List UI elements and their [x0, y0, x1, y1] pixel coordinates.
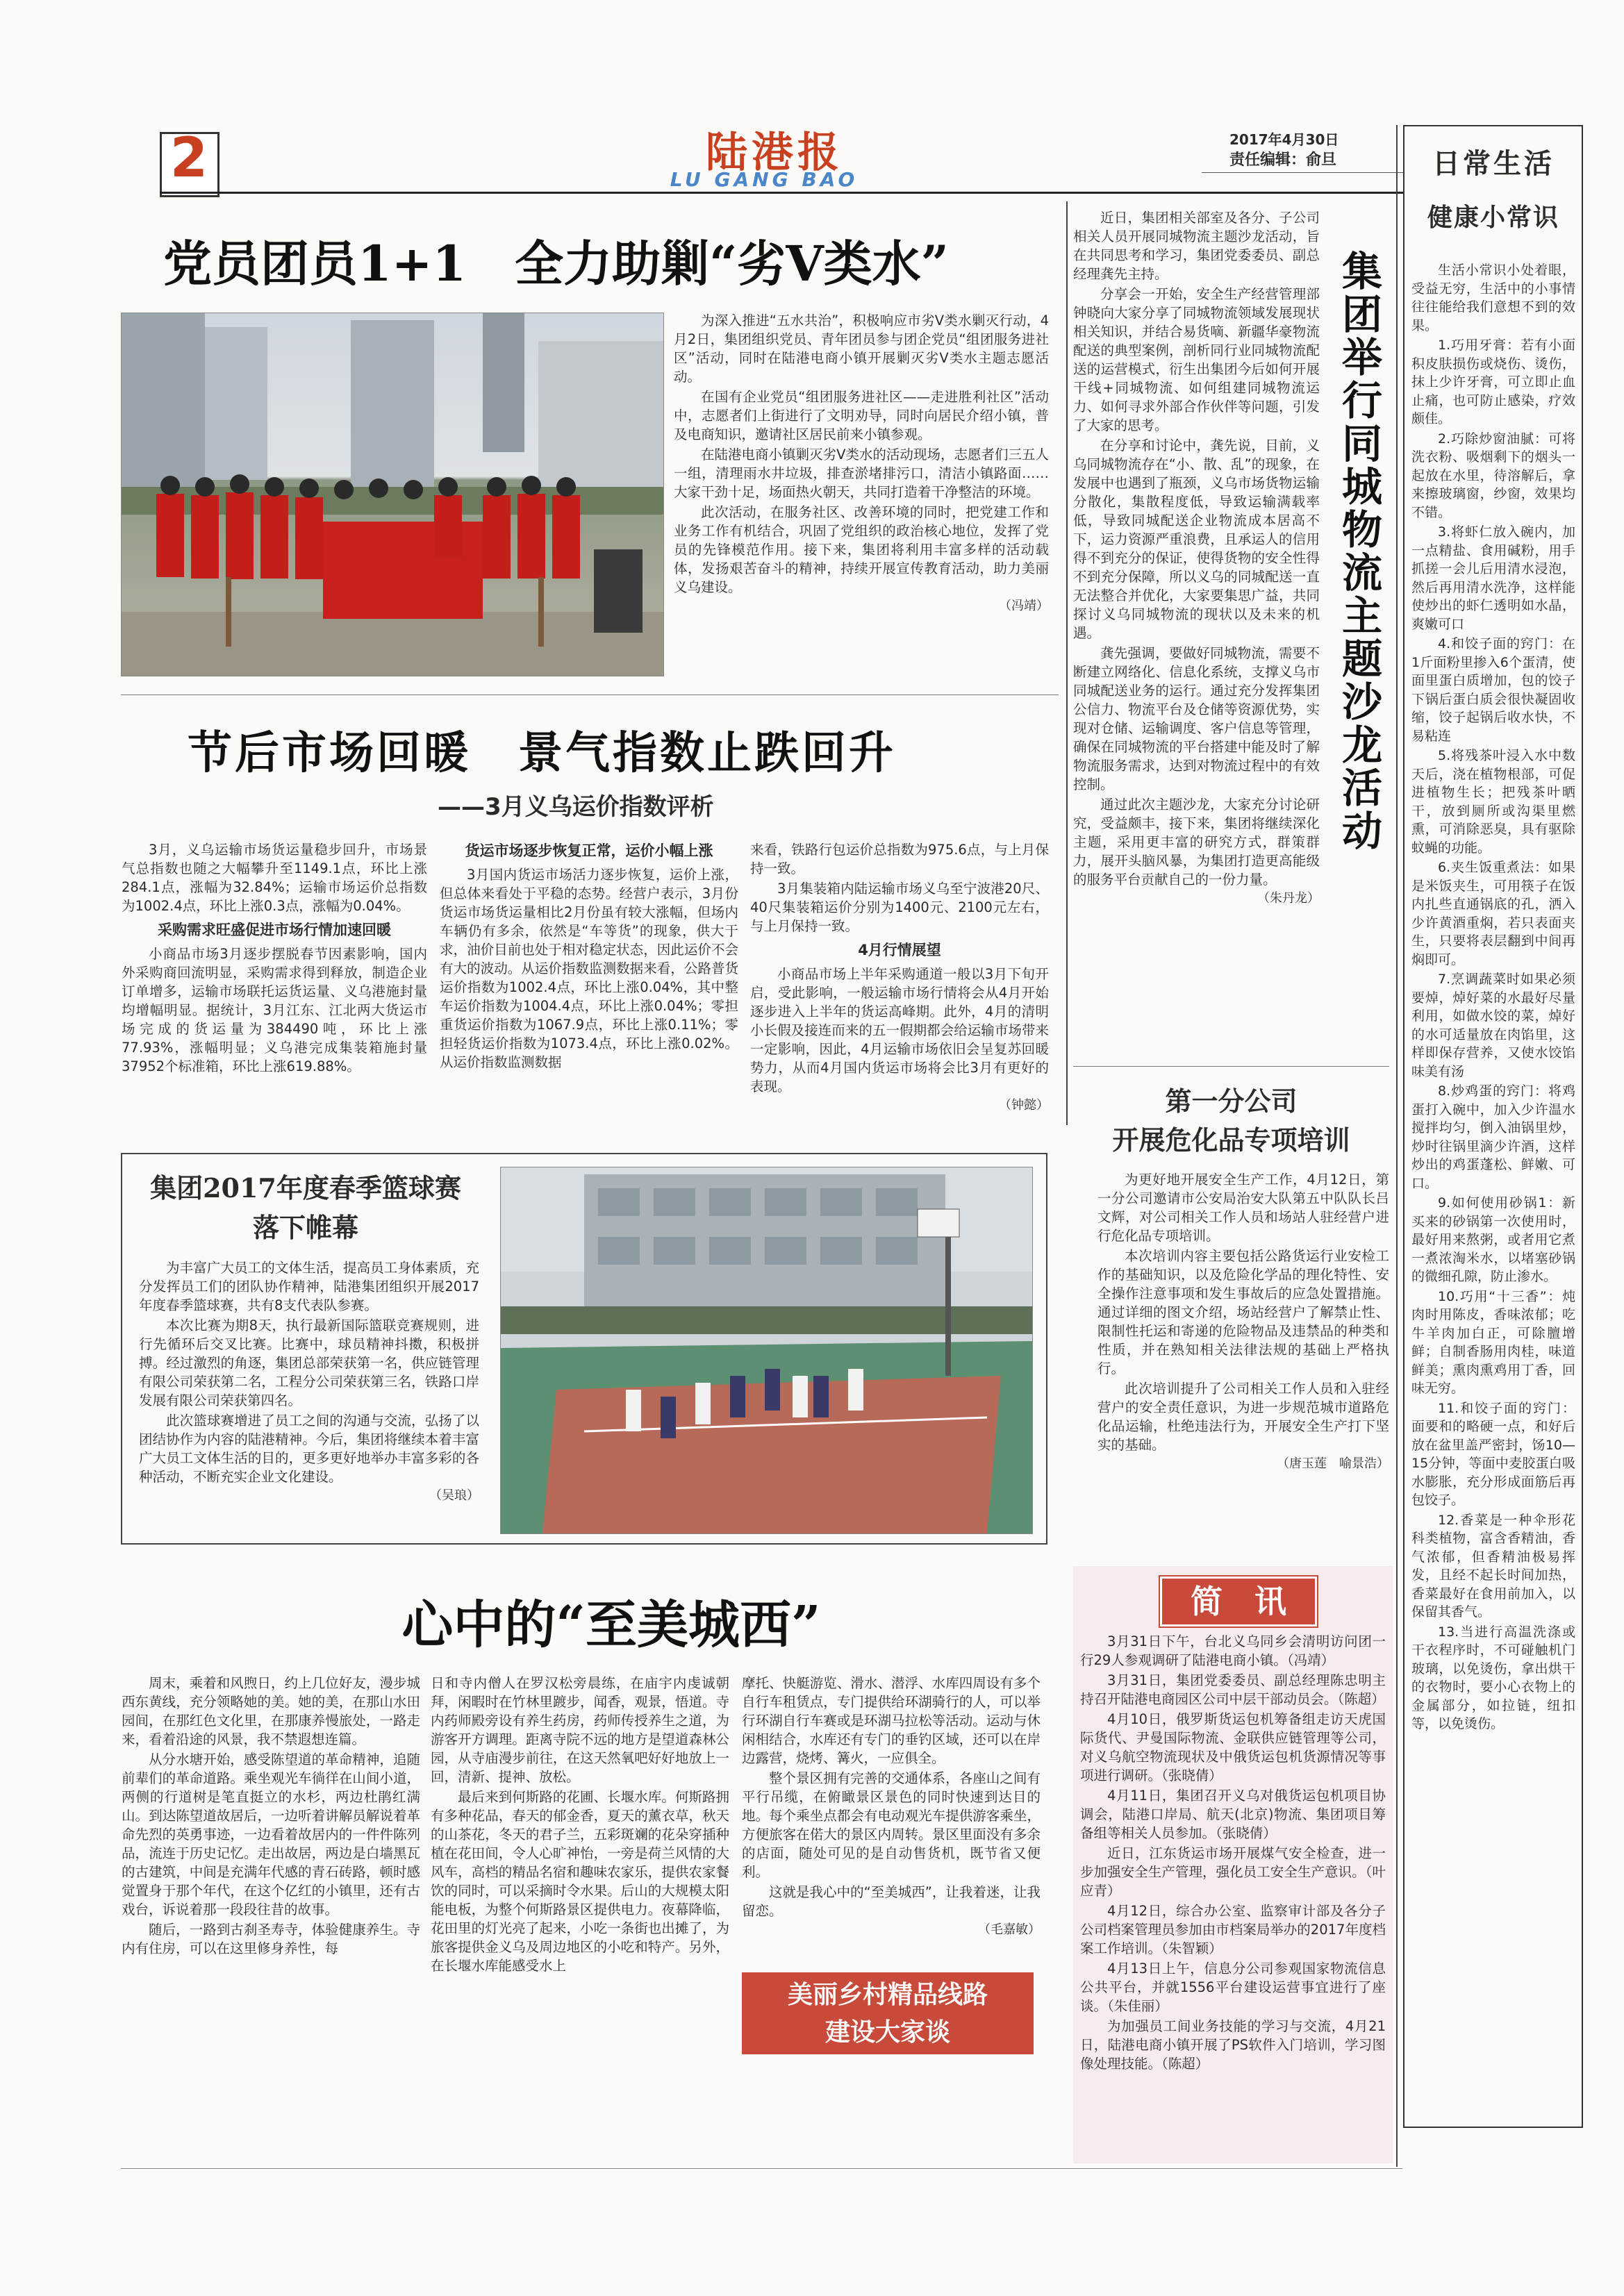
xicheng-banner — [742, 1972, 1034, 2054]
news-item: 4月12日，综合办公室、监察审计部及各分子公司档案管理员参加由市档案局举办的2017年度档案工作培训。（朱智颖） — [1080, 1903, 1386, 1956]
index-col-1 — [122, 840, 427, 1132]
index-paragraph: 小商品市场3月逐步摆脱春节因素影响，国内外采购商回流明显，采购需求得到释放，制造企业订单增多，运输市场联托运货运量、义乌港施封量均增幅明显。据统计，3月江东、江北两大货运市场完成的货运量为384490吨，环比上涨77.93%，涨幅明显；义乌港完成集装箱施封量37952个标准箱，环比上涨619.88%。 — [122, 946, 427, 1074]
tip-item: 12.香菜是一种伞形花科类植物，富含香精油，香气浓郁，但香精油极易挥发，且经不起长时间加热，香菜最好在食用前加入，以保留其香气。 — [1411, 1512, 1575, 1620]
tips-intro: 生活小常识小处着眼，受益无穷，生活中的小事情往往能给我们意想不到的效果。 — [1411, 263, 1575, 333]
news-item: 4月11日，集团召开义乌对俄货运包机项目协调会，陆港口岸局、航天(北京)物流、集团项目筹备组等相关人员参加。（张晓倩） — [1080, 1788, 1386, 1841]
index-paragraph: 3月集装箱内陆运输市场义乌至宁波港20尺、40尺集装箱运价分别为1400元、2100元左右，与上月保持一致。 — [750, 881, 1049, 934]
news-item: 近日，江东货运市场开展煤气安全检查，进一步加强安全生产管理，强化员工安全生产意识。（叶应青） — [1080, 1845, 1386, 1899]
xicheng-paragraph: 这就是我心中的“至美城西”，让我着迷，让我留恋。 — [742, 1884, 1041, 1919]
xicheng-paragraph: 摩托、快艇游览、滑水、潜浮、水库四周设有多个自行车租赁点，专门提供给环湖骑行的人，可以举行环湖自行车赛或是环湖马拉松等活动。运动与休闲相结合，水库还有专门的垂钓区域，还可以在岸边露营，烧烤、篝火，一应俱全。 — [742, 1675, 1041, 1766]
index-paragraph: 3月国内货运市场活力逐步恢复，运价上涨，但总体来看处于平稳的态势。经营户表示，3月份货运市场货运量相比2月份虽有较大涨幅，但场内车辆仍有多余，依然是“车等货”的现象，供大于求，油价目前也处于相对稳定状态，因此运价不会有大的波动。从运价指数监测数据来看，公路普货运价指数为1002.4点，环比上涨0.04%，其中整车运价指数为1004.4点，环比上涨0.04%；零担重货运价指数为1067.9点，环比上涨0.11%；零担轻货运价指数为1073.4点，环比上涨0.02%。从运价指数监测数据 — [440, 867, 738, 1070]
party-paragraph: 在国有企业党员“组团服务进社区——走进胜利社区”活动中，志愿者们上街进行了文明劝导，同时向居民介绍小镇，普及电商知识，邀请社区居民前来小镇参观。 — [674, 389, 1049, 442]
xicheng-paragraph: 日和寺内僧人在罗汉松旁晨练，在庙宇内虔诚朝拜，闲暇时在竹林里踱步，闻香，观景，悟道。寺内药师殿旁设有养生药房，药师传授养生之道，为游客开方调理。距离寺院不远的地方是望道森林公园，从寺庙漫步前往，在这天然氧吧好好地放上一回，清新、提神、放松。 — [431, 1675, 729, 1785]
salon-paragraph: 龚先强调，要做好同城物流，需要不断建立网络化、信息化系统，支撑义乌市同城配送业务的运行。通过充分发挥集团公信力、物流平台及仓储等资源优势，实现对仓储、运输调度、客户信息等管理，确保在同城物流的平台搭建中能及时了解物流服务需求，达到对物流过程中的有效控制。 — [1073, 645, 1320, 792]
masthead-pinyin: LU GANG BAO — [670, 168, 859, 191]
basketball-byline: （吴琅） — [429, 1488, 479, 1503]
tip-item: 8.炒鸡蛋的窍门：将鸡蛋打入碗中，加入少许温水搅拌均匀，倒入油锅里炒，炒时往锅里滴少许酒，这样炒出的鸡蛋蓬松、鲜嫩、可口。 — [1411, 1083, 1575, 1191]
index-col-2 — [440, 840, 738, 1132]
basketball-photo — [500, 1167, 1033, 1534]
index-subhead: 采购需求旺盛促进市场行情加速回暖 — [158, 922, 391, 938]
training-headline-2: 开展危化品专项培训 — [1112, 1124, 1350, 1156]
training-body — [1097, 1170, 1389, 1559]
xicheng-paragraph: 随后，一路到古刹圣寿寺，体验健康养生。寺内有住房，可以在这里修身养性，每 — [122, 1922, 420, 1956]
party-byline: （冯靖） — [999, 599, 1049, 613]
news-list — [1080, 1632, 1386, 2160]
training-paragraph: 此次培训提升了公司相关工作人员和入驻经营户的安全责任意识，为进一步规范城市道路危化品运输，杜绝违法行为，开展安全生产打下坚实的基础。 — [1097, 1381, 1389, 1453]
training-paragraph: 为更好地开展安全生产工作，4月12日，第一分公司邀请市公安局治安大队第五中队队长吕文辉，对公司相关工作人员和场站人驻经营户进行危化品专项培训。 — [1097, 1172, 1389, 1244]
index-paragraph: 3月，义乌运输市场货运量稳步回升，市场景气总指数也随之大幅攀升至1149.1点，环比上涨284.1点，涨幅为32.84%；运输市场运价总指数为1002.4点，环比上涨0.3点，涨幅为0.04%。 — [122, 842, 427, 914]
xicheng-paragraph: 周末，乘着和风煦日，约上几位好友，漫步城西东黄线，充分领略她的美。她的美，在那山水田园间，在那红色文化里，在那康养慢旅处，一路走来，看着沿途的风景，我不禁遐想连篇。 — [122, 1675, 420, 1747]
tip-item: 10.巧用“十三香”：炖肉时用陈皮，香味浓郁；吃牛羊肉加白正，可除膻增鲜；自制香肠用肉桂，味道鲜美；熏肉熏鸡用丁香，回味无穷。 — [1411, 1288, 1575, 1396]
xicheng-headline: 心中的“至美城西” — [401, 1595, 821, 1655]
tips-title-line1: 日常生活 — [1432, 147, 1555, 180]
tip-item: 5.将残茶叶浸入水中数天后，浇在植物根部，可促进植物生长；把残茶叶晒干，放到厕所或沟渠里燃熏，可消除恶臭，具有驱除蚊蝇的功能。 — [1411, 748, 1575, 856]
salon-byline: （朱丹龙） — [1257, 891, 1320, 906]
index-paragraph: 小商品市场上半年采购通道一般以3月下旬开启，受此影响，一般运输市场行情将会从4月开始逐步进入上半年的货运高峰期。此外，4月的清明小长假及接连而来的五一假期都会给运输市场带来一定影响，因此，4月运输市场依旧会呈复苏回暖势力，从而4月国内货运市场将会比3月有更好的表现。 — [750, 966, 1049, 1095]
news-item: 为加强员工间业务技能的学习与交流，4月21日，陆港电商小镇开展了PS软件入门培训，学习图像处理技能。（陈超） — [1080, 2018, 1386, 2072]
xicheng-paragraph: 最后来到何斯路的花圃、长堰水库。何斯路拥有多种花品，春天的郁金香，夏天的薰衣草，秋天的山茶花，冬天的君子兰，五彩斑斓的花朵穿插种植在花田间，令人心旷神怡，一旁是荷兰风情的大风车，高档的精品名宿和趣味农家乐，提供农家餐饮的同时，可以采摘时令水果。后山的大规模太阳能电板，为整个何斯路景区提供电力。夜幕降临，花田里的灯光亮了起来，小吃一条街也出摊了，为旅客提供金义乌及周边地区的小吃和特产。另外，在长堰水库能感受水上 — [431, 1789, 729, 1974]
volunteers-photo — [121, 313, 664, 676]
salon-vertical-headline: 集团举行同城物流主题沙龙活动 — [1335, 250, 1382, 853]
salon-paragraph: 在分享和讨论中，龚先说，目前，义乌同城物流存在“小、散、乱”的现象，在发展中也遇到了瓶颈，义乌市场货物运输分散化，集散程度低，导致运输满载率低，导致同城配送企业物流成本居高不下，运力资源严重浪费，且承运人的信用得不到充分的保证，使得货物的安全性得不到充分保障，所以义乌的同城配送一直无法整合并优化，大家要集思广益，共同探讨义乌同城物流的现状以及未来的机遇。 — [1073, 438, 1320, 641]
tip-item: 4.和饺子面的窍门：在1斤面粉里掺入6个蛋清，使面里蛋白质增加，包的饺子下锅后蛋白质会很快凝固收缩，饺子起锅后收水快，不易粘连 — [1411, 636, 1575, 744]
salon-paragraph: 分享会一开始，安全生产经营管理部钟晓向大家分享了同城物流领域发展现状相关知识，并结合易货嘀、新疆华豪物流配送的典型案例，剖析同行业同城物流配送的运营模式，衍生出集团今后如何开展干线+同城物流、如何组建同城物流运力、如何寻求外部合作伙伴等问题，引发了大家的思考。 — [1073, 286, 1320, 433]
salon-paragraph: 近日，集团相关部室及各分、子公司相关人员开展同城物流主题沙龙活动，旨在共同思考和学习，集团党委委员、副总经理龚先主持。 — [1073, 210, 1320, 282]
news-item: 3月31日，集团党委委员、副总经理陈忠明主持召开陆港电商园区公司中层干部动员会。（陈超） — [1080, 1672, 1386, 1707]
basketball-paragraph: 为丰富广大员工的文体生活，提高员工身体素质，充分发挥员工们的团队协作精神，陆港集团组织开展2017年度春季篮球赛，共有8支代表队参赛。 — [139, 1260, 479, 1313]
party-headline: 党员团员1+1 全力助剿“劣Ⅴ类水” — [163, 235, 949, 292]
party-paragraph: 此次活动，在服务社区、改善环境的同时，把党建工作和业务工作有机结合，巩固了党组织的政治核心地位，发挥了党员的先锋模范作用。接下来，集团将利用丰富多样的活动载体，发扬艰苦奋斗的精神，持续开展宣传教育活动，助力美丽义乌建设。 — [674, 504, 1049, 595]
tip-item: 6.夹生饭重煮法：如果是米饭夹生，可用筷子在饭内扎些直通锅底的孔，洒入少许黄酒重焖，若只表面夹生，只要将表层翻到中间再焖即可。 — [1411, 860, 1575, 967]
tip-item: 9.如何使用砂锅1：新买来的砂锅第一次使用时，最好用来熬粥，或者用它煮一煮浓淘米水，以堵塞砂锅的微细孔隙，防止渗水。 — [1411, 1195, 1575, 1284]
tips-title-line2: 健康小常识 — [1427, 203, 1559, 232]
banner-line-1: 美丽乡村精品线路 — [787, 1980, 988, 2009]
tip-item: 11.和饺子面的窍门：面要和的略硬一点，和好后放在盆里盖严密封，饧10—15分钟，等面中麦胶蛋白吸水膨胀，充分形成面筋后再包饺子。 — [1411, 1400, 1575, 1508]
banner-line-2: 建设大家谈 — [825, 2018, 950, 2047]
page-number: 2 — [169, 127, 208, 190]
basketball-paragraph: 本次比赛为期8天，执行最新国际篮联竞赛规则，进行先循环后交叉比赛。比赛中，球员精神抖擞，积极拼搏。经过激烈的角逐，集团总部荣获第一名，供应链管理有限公司荣获第二名，工程分公司荣获第三名，铁路口岸发展有限公司荣获第四名。 — [139, 1317, 479, 1408]
salon-body — [1073, 208, 1320, 1042]
index-subhead: 货运市场逐步恢复正常，运价小幅上涨 — [465, 842, 713, 859]
news-item: 4月13日上午，信息分公司参观国家物流信息公共平台，并就1556平台建设运营事宜进行了座谈。（朱佳丽） — [1080, 1961, 1386, 2014]
tips-body — [1411, 261, 1575, 2067]
index-headline: 节后市场回暖 景气指数止跌回升 — [188, 727, 896, 779]
party-paragraph: 在陆港电商小镇剿灭劣Ⅴ类水的活动现场，志愿者们三五人一组，清理雨水井垃圾，排查淤堵排污口，清洁小镇路面……大家干劲十足，场面热火朝天，共同打造着干净整洁的环境。 — [674, 447, 1049, 500]
xicheng-col-1 — [122, 1674, 420, 2174]
basketball-paragraph: 此次篮球赛增进了员工之间的沟通与交流，弘扬了以团结协作为内容的陆港精神。今后，集团将继续本着丰富广大员工文体生活的目的，更多更好地举办丰富多彩的各种活动，不断充实企业文化建设。 — [139, 1413, 479, 1485]
tip-item: 3.将虾仁放入碗内，加一点精盐、食用碱粉，用手抓搓一会儿后用清水浸泡，然后再用清水洗净，这样能使炒出的虾仁透明如水晶，爽嫩可口 — [1411, 524, 1575, 632]
salon-paragraph: 通过此次主题沙龙，大家充分讨论研究，受益颇丰，接下来，集团将继续深化主题，采用更丰富的研究方式，群策群力，展开头脑风暴，为集团打造更高能级的服务平台贡献自己的一份力量。 — [1073, 797, 1320, 888]
xicheng-col-3 — [742, 1674, 1041, 1965]
tip-item: 1.巧用牙膏：若有小面积皮肤损伤或烧伤、烫伤，抹上少许牙膏，可立即止血止痛，也可防止感染，疗效颇佳。 — [1411, 338, 1575, 426]
party-body — [674, 311, 1049, 665]
news-item: 4月10日，俄罗斯货运包机筹备组走访天虎国际货代、尹曼国际物流、金联供应链管理等公司，对义乌航空物流现状及中俄货运包机货源情况等事项进行调研。（张晓倩） — [1080, 1711, 1386, 1783]
xicheng-byline: （毛嘉敏） — [978, 1922, 1041, 1937]
basketball-headline-2: 落下帷幕 — [252, 1212, 358, 1243]
xicheng-paragraph: 整个景区拥有完善的交通体系，各座山之间有平行吊缆，在俯瞰景区景色的同时快速到达目的地。每个乘坐点都会有电动观光车提供游客乘坐，方便旅客在偌大的景区内周转。景区里面没有多余的店面，随处可见的是自动售货机，既节省又便利。 — [742, 1770, 1041, 1880]
editor-line: 责任编辑：俞旦 — [1229, 151, 1337, 169]
training-paragraph: 本次培训内容主要包括公路货运行业安检工作的基础知识，以及危险化学品的理化特性、安全操作注意事项和发生事故后的应急处置措施。通过详细的图文介绍，场站经营户了解禁止性、限制性托运和寄递的危险物品及违禁品的种类和性质，并在熟知相关法律法规的基础上严格执行。 — [1097, 1248, 1389, 1376]
masthead-title: 陆港报 — [706, 128, 843, 177]
tip-item: 13.当进行高温洗涤或干衣程序时，不可碰触机门玻璃，以免烫伤，拿出烘干的衣物时，要小心衣物上的金属部分，如拉链，纽扣等，以免烫伤。 — [1411, 1624, 1575, 1731]
tips-list — [1411, 336, 1575, 1733]
xicheng-paragraph: 从分水塘开始，感受陈望道的革命精神，追随前辈们的革命道路。乘坐观光车徜徉在山间小道，两侧的行道树是笔直挺立的水杉，两边杜鹃红满山。到达陈望道故居后，一边听着讲解员解说着革命先烈的英勇事迹，一边看着故居内的一件件陈列品，流连于历史记忆。走出故居，两边是白墙黑瓦的古建筑，中间是充满年代感的青石砖路，顿时感觉置身于那个年代，在这个亿红的小镇里，还有古戏台，诉说着那一段段往昔的故事。 — [122, 1752, 420, 1918]
index-byline: （钟懿） — [999, 1098, 1049, 1113]
basketball-body — [139, 1258, 479, 1536]
index-paragraph: 来看，铁路行包运价总指数为975.6点，与上月保持一致。 — [750, 842, 1049, 876]
party-paragraph: 为深入推进“五水共治”，积极响应市劣Ⅴ类水剿灭行动，4月2日，集团组织党员、青年团员参与团企党员“组团服务进社区”活动，同时在陆港电商小镇开展剿灭劣Ⅴ类水主题志愿活动。 — [674, 313, 1049, 385]
index-subhead: 4月行情展望 — [858, 942, 941, 958]
issue-date: 2017年4月30日 — [1229, 131, 1339, 148]
index-col-3 — [750, 840, 1049, 1132]
xicheng-col-2 — [431, 1674, 729, 2174]
training-byline: （唐玉莲 喻景浩） — [1277, 1456, 1389, 1471]
index-subheadline: ——3月义乌运价指数评析 — [438, 793, 714, 821]
basketball-headline-1: 集团2017年度春季篮球赛 — [150, 1172, 461, 1204]
news-item: 3月31日下午，台北义乌同乡会清明访问团一行29人参观调研了陆港电商小镇。（冯靖） — [1080, 1633, 1386, 1668]
news-title: 简 讯 — [1160, 1577, 1317, 1627]
tip-item: 7.烹调蔬菜时如果必须要焯，焯好菜的水最好尽量利用，如做水饺的菜，焯好的水可适量放在肉馅里，这样即保存营养，又使水饺馅味美有汤 — [1411, 972, 1575, 1079]
tip-item: 2.巧除炒窗油腻：可将洗衣粉、吸烟剩下的烟头一起放在水里，待溶解后，拿来擦玻璃窗，纱窗，效果均不错。 — [1411, 431, 1575, 520]
training-headline-1: 第一分公司 — [1165, 1085, 1298, 1117]
